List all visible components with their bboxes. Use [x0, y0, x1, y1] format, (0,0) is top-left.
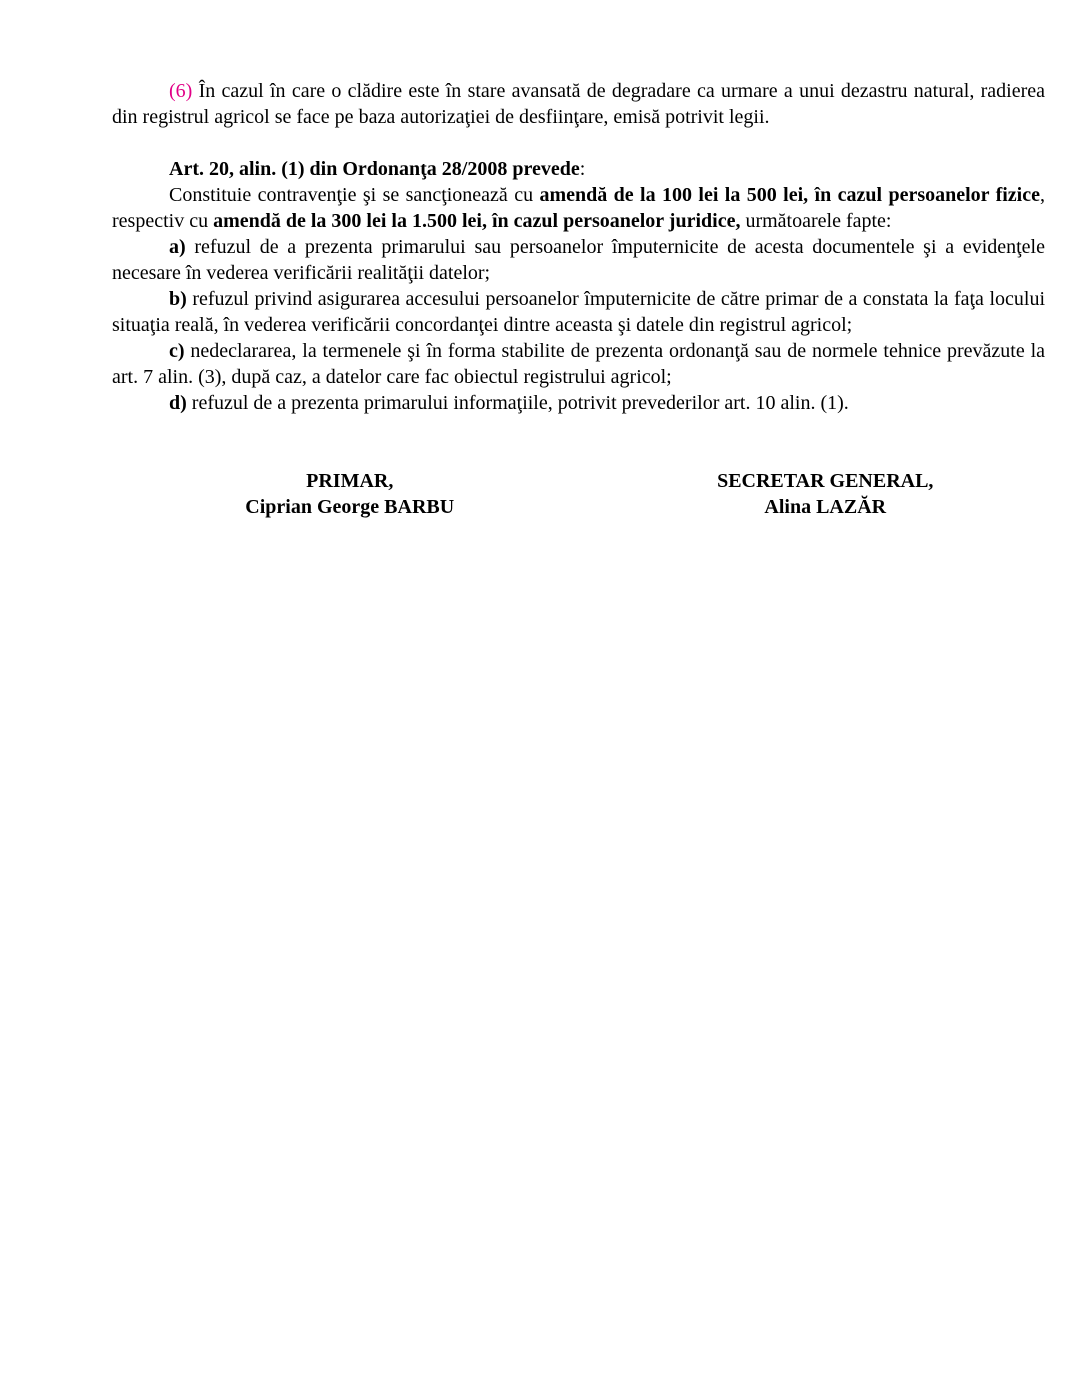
list-item-b — [112, 286, 1045, 338]
signature-secretary — [606, 468, 1046, 520]
contravention-seg-3: , respectiv cu — [112, 184, 1045, 232]
list-item-d-marker: d) — [169, 392, 187, 414]
list-item-a-marker: a) — [169, 236, 186, 258]
contravention-seg-5: următoarele fapte: — [740, 210, 892, 232]
signature-block — [112, 468, 1045, 520]
document-body — [112, 78, 1045, 520]
signature-mayor-title: PRIMAR, — [306, 470, 394, 492]
contravention-fine-individuals: amendă de la 100 lei la 500 lei, în cazul persoanelor fizice — [539, 184, 1040, 206]
list-item-c-text: nedeclararea, la termenele şi în forma stabilite de prezenta ordonanţă sau de normele tehnice prevăzute la art. 7 alin. (3), după caz, a datelor care fac obiectul registrului agricol; — [112, 340, 1045, 388]
list-item-d-text: refuzul de a prezenta primarului informaţiile, potrivit prevederilor art. 10 alin. (1). — [186, 392, 849, 414]
list-item-a-text: refuzul de a prezenta primarului sau persoanelor împuternicite de acesta documentele şi a evidenţele necesare în vederea verificării realităţii datelor; — [112, 236, 1045, 284]
paragraph-6 — [112, 78, 1045, 130]
list-item-a — [112, 234, 1045, 286]
signature-secretary-name: Alina LAZĂR — [764, 496, 887, 518]
list-item-c-marker: c) — [169, 340, 185, 362]
signature-mayor-name: Ciprian George BARBU — [245, 496, 455, 518]
paragraph-6-text: În cazul în care o clădire este în stare avansată de degradare ca urmare a unui dezastru natural, radierea din registrul agricol se face pe baza autorizaţiei de desfiinţare, emisă potrivit legii. — [112, 80, 1045, 128]
contravention-fine-legal-entities: amendă de la 300 lei la 1.500 lei, în cazul persoanelor juridice, — [213, 210, 741, 232]
paragraph-6-marker: (6) — [169, 80, 193, 102]
contravention-paragraph — [112, 182, 1045, 234]
list-item-d — [112, 390, 1045, 416]
article-heading-colon: : — [579, 158, 586, 180]
list-item-b-text: refuzul privind asigurarea accesului persoanelor împuternicite de către primar de a constata la faţa locului situaţia reală, în vederea verificării concordanţei dintre aceasta şi datele din registrul agricol; — [112, 288, 1045, 336]
signature-mayor — [130, 468, 570, 520]
article-heading-bold: Art. 20, alin. (1) din Ordonanţa 28/2008 prevede — [169, 158, 580, 180]
list-item-b-marker: b) — [169, 288, 187, 310]
article-heading — [112, 156, 1045, 182]
signature-secretary-title: SECRETAR GENERAL, — [717, 470, 934, 492]
list-item-c — [112, 338, 1045, 390]
contravention-seg-1: Constituie contravenţie şi se sancţionează cu — [169, 184, 540, 206]
